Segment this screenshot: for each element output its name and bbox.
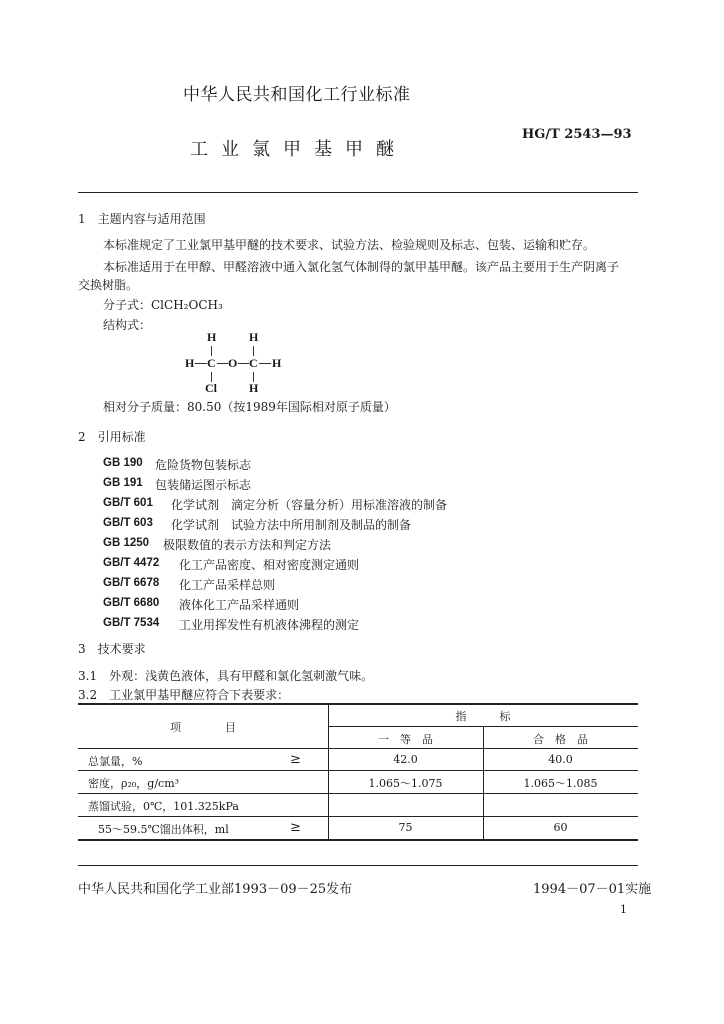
ref-title: 化学试剂 滴定分析（容量分析）用标准溶液的制备: [171, 498, 448, 512]
ref-title: 包装储运图示标志: [155, 478, 252, 492]
standard-organization: 中华人民共和国化工行业标准: [183, 85, 411, 105]
col-header-first-grade: 一 等 品: [378, 733, 433, 746]
specification-table: [78, 703, 638, 840]
bond-c-o: [217, 363, 228, 364]
ref-title: 极限数值的表示方法和判定方法: [163, 538, 332, 552]
bond-h-c-left: [195, 363, 207, 364]
document-title: 工业氯甲基甲醚: [190, 139, 407, 160]
table-rule: [78, 703, 638, 705]
page-number: 1: [620, 903, 627, 916]
footer-divider: [78, 865, 638, 866]
section1-para2-line1: 本标准适用于在甲醇、甲醛溶液中通入氯化氢气体制得的氯甲基甲醚。该产品主要用于生产阴离子: [103, 260, 620, 274]
bond-top-left: [211, 346, 212, 356]
ref-code: GB/T 601: [103, 497, 153, 509]
ref-title: 危险货物包装标志: [155, 458, 252, 472]
ref-code: GB 191: [103, 477, 143, 489]
ref-code: GB/T 4472: [103, 557, 160, 569]
col-header-qualified: 合 格 品: [533, 733, 588, 746]
molecular-mass: 相对分子质量：80.50（按1989年国际相对原子质量）: [103, 400, 396, 414]
ref-title: 化工产品密度、相对密度测定通则: [179, 558, 360, 572]
row-qualified-value: 40.0: [548, 753, 573, 766]
row-item: 55～59.5℃馏出体积，ml: [98, 823, 229, 836]
molecular-formula: 分子式：ClCH₂OCH₃: [103, 298, 223, 312]
section1-heading: 1 主题内容与适用范围: [78, 212, 206, 226]
atom-h-top-left: H: [207, 330, 217, 344]
ref-code: GB 1250: [103, 537, 150, 549]
row-first-value: 42.0: [393, 753, 418, 766]
bond-o-c: [238, 363, 249, 364]
bond-top-right: [253, 346, 254, 356]
ref-title: 化学试剂 试验方法中所用制剂及制品的制备: [171, 518, 412, 532]
row-qualified-value: 60: [553, 821, 568, 834]
ref-code: GB/T 603: [103, 517, 153, 529]
row-item: 密度，ρ₂₀，g/cm³: [88, 777, 180, 790]
table-rule: [78, 816, 638, 817]
atom-h-left: H: [185, 356, 195, 370]
row-first-value: 75: [398, 821, 413, 834]
ref-code: GB/T 6678: [103, 577, 160, 589]
structure-label: 结构式：: [103, 318, 152, 332]
row-item: 总氯量，%: [88, 755, 143, 768]
structural-formula: [180, 330, 290, 395]
atom-h-bottom-right: H: [249, 381, 259, 395]
effective-date: 1994－07－01实施: [533, 882, 652, 897]
standard-code: HG/T 2543—93: [522, 127, 632, 142]
atom-cl-bottom: Cl: [205, 381, 217, 395]
row-item: 蒸馏试验，0℃，101.325kPa: [88, 800, 239, 813]
col-header-item: 项 目: [170, 721, 236, 734]
item-3-1: 3.1 外观：浅黄色液体，具有甲醛和氯化氢刺激气味。: [78, 669, 374, 683]
row-operator: ≥: [290, 820, 301, 835]
issue-date: 中华人民共和国化学工业部1993－09－25发布: [78, 882, 353, 897]
header-divider: [78, 192, 638, 193]
table-rule: [78, 839, 638, 841]
table-rule: [78, 748, 638, 749]
table-rule: [78, 793, 638, 794]
table-rule: [78, 770, 638, 771]
ref-title: 工业用挥发性有机液体沸程的测定: [179, 618, 360, 632]
atom-h-right: H: [272, 356, 282, 370]
section2-heading: 2 引用标准: [78, 430, 146, 444]
item-3-2: 3.2 工业氯甲基甲醚应符合下表要求：: [78, 688, 290, 702]
bond-c-h-right: [259, 363, 271, 364]
atom-o: O: [228, 356, 238, 370]
row-first-value: 1.065～1.075: [368, 777, 443, 790]
ref-title: 液体化工产品采样通则: [179, 598, 300, 612]
atom-c-left: C: [207, 356, 216, 370]
section1-para2-line2: 交换树脂。: [78, 278, 139, 292]
ref-code: GB 190: [103, 457, 143, 469]
atom-h-top-right: H: [249, 330, 259, 344]
atom-c-right: C: [249, 356, 258, 370]
section3-heading: 3 技术要求: [78, 642, 146, 656]
ref-code: GB/T 7534: [103, 617, 160, 629]
col-header-indicator: 指 标: [455, 710, 511, 723]
row-qualified-value: 1.065～1.085: [523, 777, 598, 790]
ref-title: 化工产品采样总则: [179, 578, 276, 592]
section1-para1: 本标准规定了工业氯甲基甲醚的技术要求、试验方法、检验规则及标志、包装、运输和贮存。: [103, 238, 596, 252]
row-operator: ≥: [290, 752, 301, 767]
ref-code: GB/T 6680: [103, 597, 160, 609]
